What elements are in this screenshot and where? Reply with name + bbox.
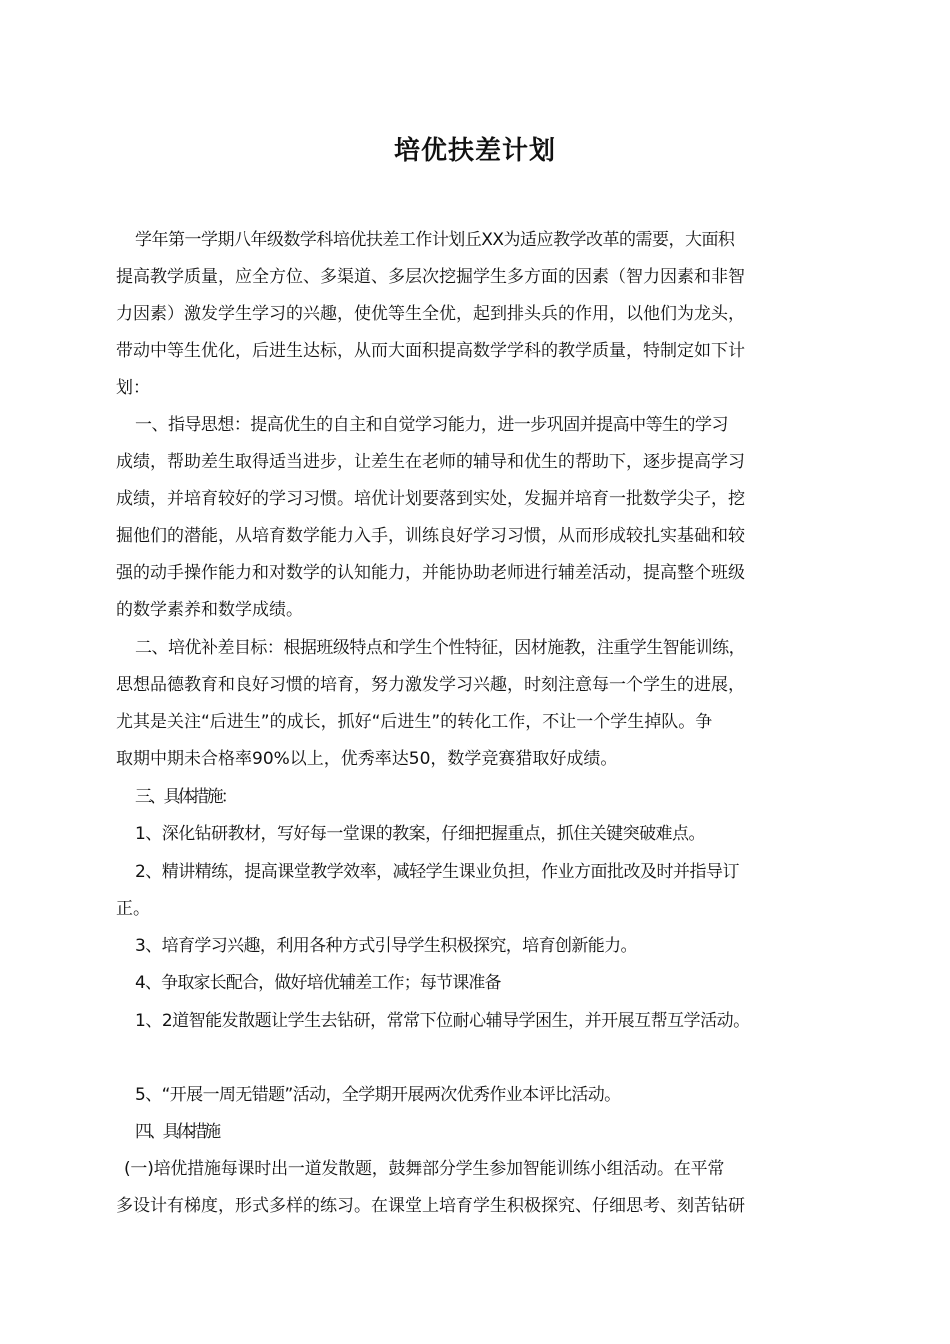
paragraph-line: 带动中等生优化，后进生达标，从而大面积提高数学学科的教学质量，特制定如下计 [116,341,745,361]
paragraph-line: 学年第一学期八年级数学科培优扶差工作计划丘XX为适应教学改革的需要，大面积 [135,230,735,250]
paragraph-line: 一、指导思想：提高优生的自主和自觉学习能力，进一步巩固并提高中等生的学习 [135,415,728,435]
paragraph-line: 1、深化钻研教材，写好每一堂课的教案，仔细把握重点，抓住关键突破难点。 [135,824,705,844]
paragraph-line: 5、“开展一周无错题”活动，全学期开展两次优秀作业本评比活动。 [135,1085,621,1105]
paragraph-line: 多设计有梯度，形式多样的练习。在课堂上培育学生积极探究、仔细思考、刻苦钻研 [116,1196,745,1216]
paragraph-line: 2、精讲精练，提高课堂教学效率，减轻学生课业负担，作业方面批改及时并指导订 [135,862,739,882]
paragraph-line: 力因素）激发学生学习的兴趣，使优等生全优，起到排头兵的作用，以他们为龙头， [116,304,745,324]
paragraph-line: 掘他们的潜能，从培育数学能力入手，训练良好学习习惯，从而形成较扎实基础和较 [116,526,745,546]
paragraph-line: 强的动手操作能力和对数学的认知能力，并能协助老师进行辅差活动，提高整个班级 [116,563,745,583]
paragraph-line: 1、2道智能发散题让学生去钻研，常常下位耐心辅导学困生，并开展互帮互学活动。 [135,1011,750,1031]
paragraph-line: (一)培优措施每课时出一道发散题，鼓舞部分学生参加智能训练小组活动。在平常 [124,1159,725,1179]
paragraph-line: 划： [116,378,150,398]
paragraph-line: 三、具体措施： [135,787,236,807]
paragraph-line: 3、培育学习兴趣，利用各种方式引导学生积极探究，培育创新能力。 [135,936,637,956]
paragraph-line: 取期中期未合格率90%以上，优秀率达50，数学竞赛猎取好成绩。 [116,749,618,769]
paragraph-line: 提高教学质量，应全方位、多渠道、多层次挖掘学生多方面的因素（智力因素和非智 [116,267,745,287]
paragraph-line: 4、争取家长配合，做好培优辅差工作；每节课准备 [135,973,501,993]
paragraph-line: 成绩，帮助差生取得适当进步，让差生在老师的辅导和优生的帮助下，逐步提高学习 [116,452,745,472]
document-title: 培优扶差计划 [393,136,556,166]
paragraph-line: 四、具体措施 [135,1122,218,1142]
paragraph-line: 思想品德教育和良好习惯的培育，努力激发学习兴趣，时刻注意每一个学生的进展， [116,675,745,695]
paragraph-line: 正。 [116,899,150,919]
paragraph-line: 成绩，并培育较好的学习习惯。培优计划要落到实处，发掘并培育一批数学尖子，挖 [116,489,745,509]
paragraph-line: 的数学素养和数学成绩。 [116,600,303,620]
paragraph-line: 二、培优补差目标：根据班级特点和学生个性特征，因材施教，注重学生智能训练， [135,638,746,658]
paragraph-line: 尤其是关注“后进生”的成长，抓好“后进生”的转化工作，不让一个学生掉队。争 [116,712,713,732]
